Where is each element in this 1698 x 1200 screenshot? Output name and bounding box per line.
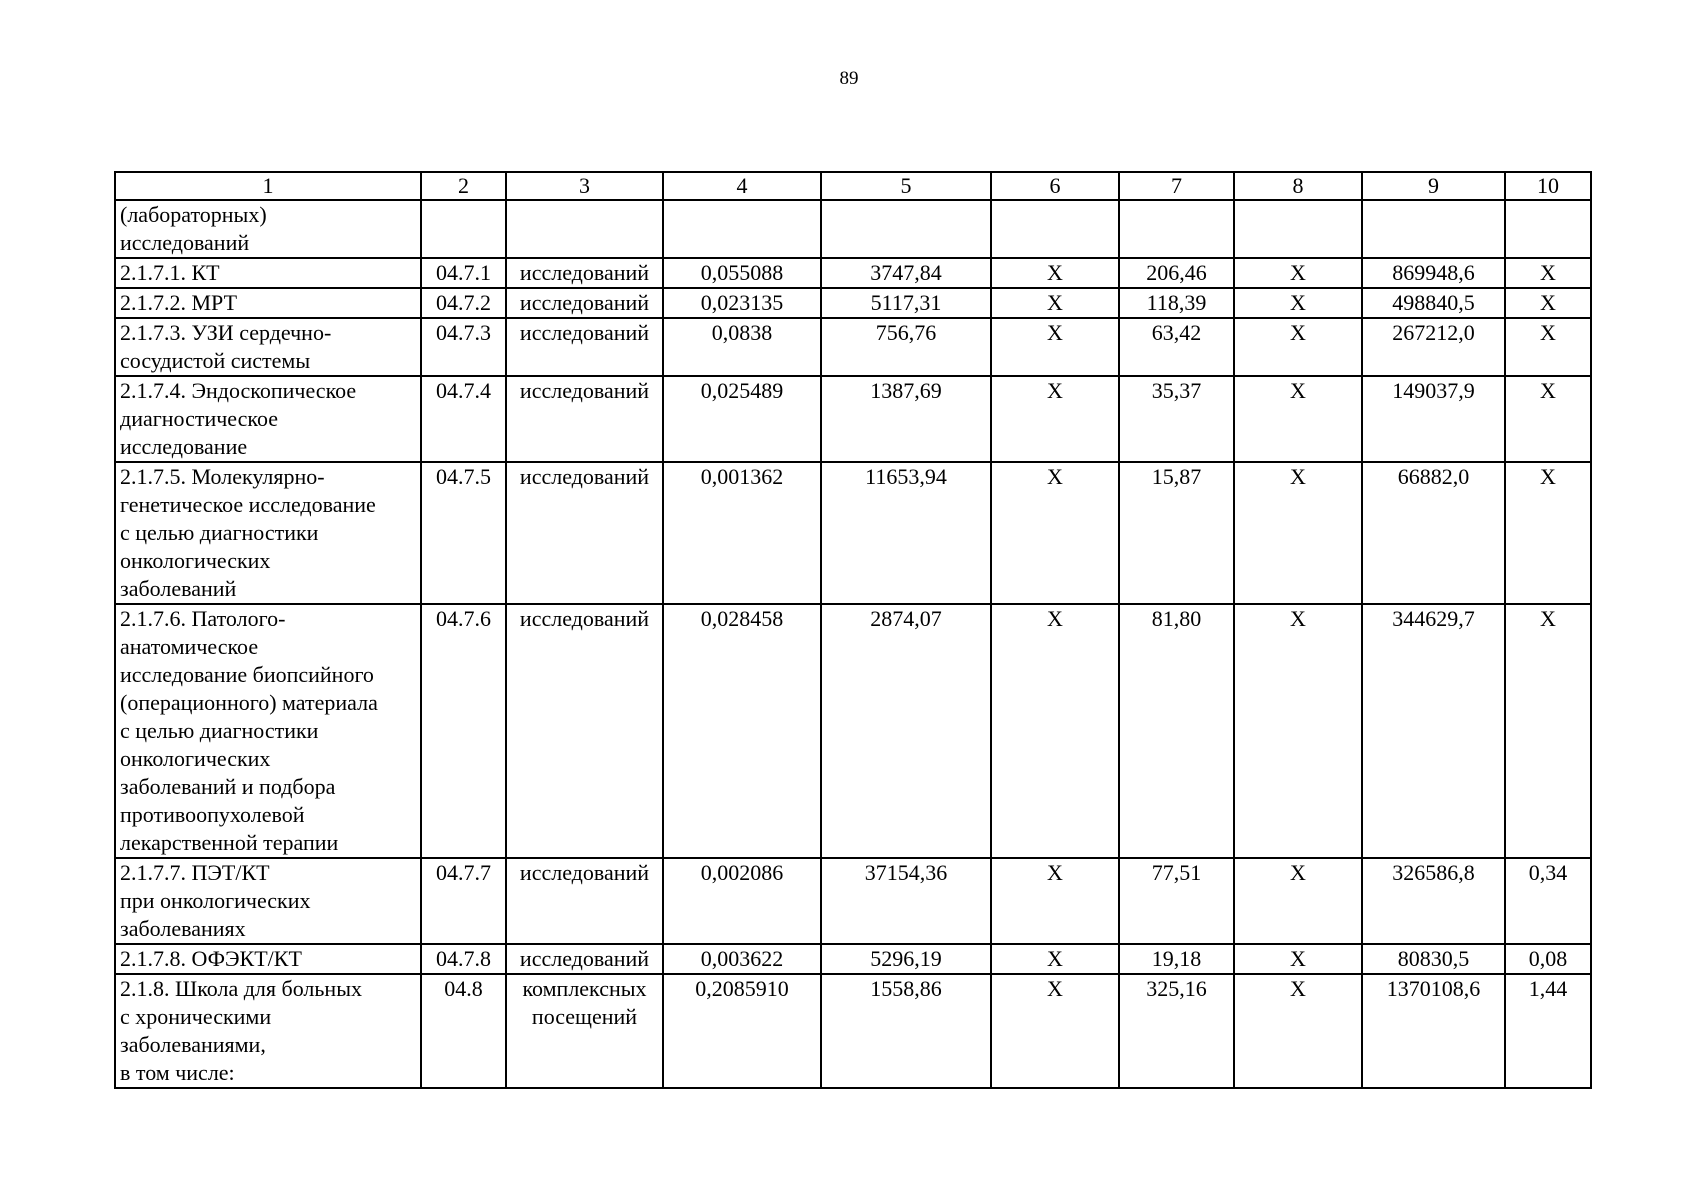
table-row [115, 974, 1591, 1088]
budget-total-cell: X [1234, 604, 1362, 858]
budget-total-cell: X [1234, 858, 1362, 944]
row-code-cell: 04.7.8 [421, 944, 506, 974]
volume-norm-cell: 0,003622 [663, 944, 821, 974]
budget-cost-cell: X [991, 604, 1119, 858]
unit-cell: исследований [506, 858, 663, 944]
budget-cost-cell: X [991, 858, 1119, 944]
indicator-name-cell: 2.1.7.4. Эндоскопическое диагностическое исследование [115, 376, 421, 462]
unit-cell: исследований [506, 462, 663, 604]
row-code-cell: 04.7.6 [421, 604, 506, 858]
oms-total-cell: 66882,0 [1362, 462, 1505, 604]
row-code-cell: 04.8 [421, 974, 506, 1088]
indicator-name-cell: 2.1.8. Школа для больных с хроническими заболеваниями, в том числе: [115, 974, 421, 1088]
share-cell: 0,34 [1505, 858, 1591, 944]
indicator-name-cell: 2.1.7.1. КТ [115, 258, 421, 288]
row-code-cell: 04.7.3 [421, 318, 506, 376]
unit-cell: исследований [506, 288, 663, 318]
oms-cost-cell: 19,18 [1119, 944, 1234, 974]
cost-norm-cell: 1387,69 [821, 376, 991, 462]
volume-norm-cell: 0,001362 [663, 462, 821, 604]
row-code-cell: 04.7.4 [421, 376, 506, 462]
budget-total-cell: X [1234, 944, 1362, 974]
oms-cost-cell: 77,51 [1119, 858, 1234, 944]
cost-norm-cell [821, 200, 991, 258]
oms-cost-cell: 63,42 [1119, 318, 1234, 376]
table-row [115, 258, 1591, 288]
unit-cell: исследований [506, 604, 663, 858]
row-code-cell [421, 200, 506, 258]
share-cell: 1,44 [1505, 974, 1591, 1088]
oms-total-cell [1362, 200, 1505, 258]
oms-cost-cell: 325,16 [1119, 974, 1234, 1088]
table-row [115, 604, 1591, 858]
column-header: 10 [1505, 172, 1591, 200]
oms-cost-cell: 35,37 [1119, 376, 1234, 462]
cost-norm-cell: 5296,19 [821, 944, 991, 974]
cost-norm-cell: 11653,94 [821, 462, 991, 604]
indicator-name-cell: 2.1.7.6. Патолого- анатомическое исследование биопсийного (операционного) материала с целью диагностики онкологических заболеваний и подбора противоопухолевой лекарственной терапии [115, 604, 421, 858]
table-row [115, 462, 1591, 604]
volume-norm-cell: 0,002086 [663, 858, 821, 944]
table-body [115, 200, 1591, 1088]
table-row [115, 318, 1591, 376]
column-header: 4 [663, 172, 821, 200]
cost-norm-cell: 2874,07 [821, 604, 991, 858]
volume-norm-cell: 0,0838 [663, 318, 821, 376]
volume-norm-cell: 0,025489 [663, 376, 821, 462]
budget-cost-cell [991, 200, 1119, 258]
data-table [114, 171, 1592, 1089]
unit-cell [506, 200, 663, 258]
budget-cost-cell: X [991, 258, 1119, 288]
cost-norm-cell: 756,76 [821, 318, 991, 376]
share-cell: X [1505, 604, 1591, 858]
budget-total-cell: X [1234, 258, 1362, 288]
share-cell: 0,08 [1505, 944, 1591, 974]
row-code-cell: 04.7.1 [421, 258, 506, 288]
row-code-cell: 04.7.5 [421, 462, 506, 604]
oms-total-cell: 344629,7 [1362, 604, 1505, 858]
indicator-name-cell: 2.1.7.5. Молекулярно- генетическое исследование с целью диагностики онкологических заболеваний [115, 462, 421, 604]
cost-norm-cell: 5117,31 [821, 288, 991, 318]
table-row [115, 288, 1591, 318]
column-header: 9 [1362, 172, 1505, 200]
volume-norm-cell [663, 200, 821, 258]
cost-norm-cell: 1558,86 [821, 974, 991, 1088]
oms-total-cell: 80830,5 [1362, 944, 1505, 974]
oms-total-cell: 498840,5 [1362, 288, 1505, 318]
column-header: 5 [821, 172, 991, 200]
oms-total-cell: 326586,8 [1362, 858, 1505, 944]
volume-norm-cell: 0,023135 [663, 288, 821, 318]
indicator-name-cell: (лабораторных) исследований [115, 200, 421, 258]
row-code-cell: 04.7.7 [421, 858, 506, 944]
budget-total-cell: X [1234, 462, 1362, 604]
unit-cell: исследований [506, 376, 663, 462]
oms-cost-cell: 206,46 [1119, 258, 1234, 288]
oms-total-cell: 869948,6 [1362, 258, 1505, 288]
oms-total-cell: 149037,9 [1362, 376, 1505, 462]
oms-total-cell: 1370108,6 [1362, 974, 1505, 1088]
column-number-row [115, 172, 1591, 200]
share-cell [1505, 200, 1591, 258]
volume-norm-cell: 0,2085910 [663, 974, 821, 1088]
cost-norm-cell: 3747,84 [821, 258, 991, 288]
budget-total-cell: X [1234, 318, 1362, 376]
share-cell: X [1505, 318, 1591, 376]
budget-total-cell: X [1234, 376, 1362, 462]
indicator-name-cell: 2.1.7.7. ПЭТ/КТ при онкологических заболеваниях [115, 858, 421, 944]
budget-cost-cell: X [991, 288, 1119, 318]
table-row [115, 376, 1591, 462]
indicator-name-cell: 2.1.7.3. УЗИ сердечно- сосудистой системы [115, 318, 421, 376]
unit-cell: исследований [506, 944, 663, 974]
table-row [115, 200, 1591, 258]
budget-cost-cell: X [991, 376, 1119, 462]
volume-norm-cell: 0,028458 [663, 604, 821, 858]
row-code-cell: 04.7.2 [421, 288, 506, 318]
budget-total-cell: X [1234, 288, 1362, 318]
volume-norm-cell: 0,055088 [663, 258, 821, 288]
budget-cost-cell: X [991, 318, 1119, 376]
column-header: 2 [421, 172, 506, 200]
share-cell: X [1505, 288, 1591, 318]
unit-cell: исследований [506, 258, 663, 288]
column-header: 3 [506, 172, 663, 200]
oms-cost-cell: 15,87 [1119, 462, 1234, 604]
indicator-name-cell: 2.1.7.2. МРТ [115, 288, 421, 318]
page-number: 89 [839, 68, 859, 89]
oms-cost-cell: 81,80 [1119, 604, 1234, 858]
share-cell: X [1505, 462, 1591, 604]
oms-cost-cell [1119, 200, 1234, 258]
budget-cost-cell: X [991, 944, 1119, 974]
budget-total-cell: X [1234, 974, 1362, 1088]
budget-cost-cell: X [991, 462, 1119, 604]
column-header: 6 [991, 172, 1119, 200]
budget-cost-cell: X [991, 974, 1119, 1088]
table-row [115, 858, 1591, 944]
column-header: 8 [1234, 172, 1362, 200]
table-row [115, 944, 1591, 974]
column-header: 7 [1119, 172, 1234, 200]
oms-cost-cell: 118,39 [1119, 288, 1234, 318]
share-cell: X [1505, 376, 1591, 462]
unit-cell: исследований [506, 318, 663, 376]
indicator-name-cell: 2.1.7.8. ОФЭКТ/КТ [115, 944, 421, 974]
oms-total-cell: 267212,0 [1362, 318, 1505, 376]
share-cell: X [1505, 258, 1591, 288]
unit-cell: комплексных посещений [506, 974, 663, 1088]
cost-norm-cell: 37154,36 [821, 858, 991, 944]
column-header: 1 [115, 172, 421, 200]
budget-total-cell [1234, 200, 1362, 258]
